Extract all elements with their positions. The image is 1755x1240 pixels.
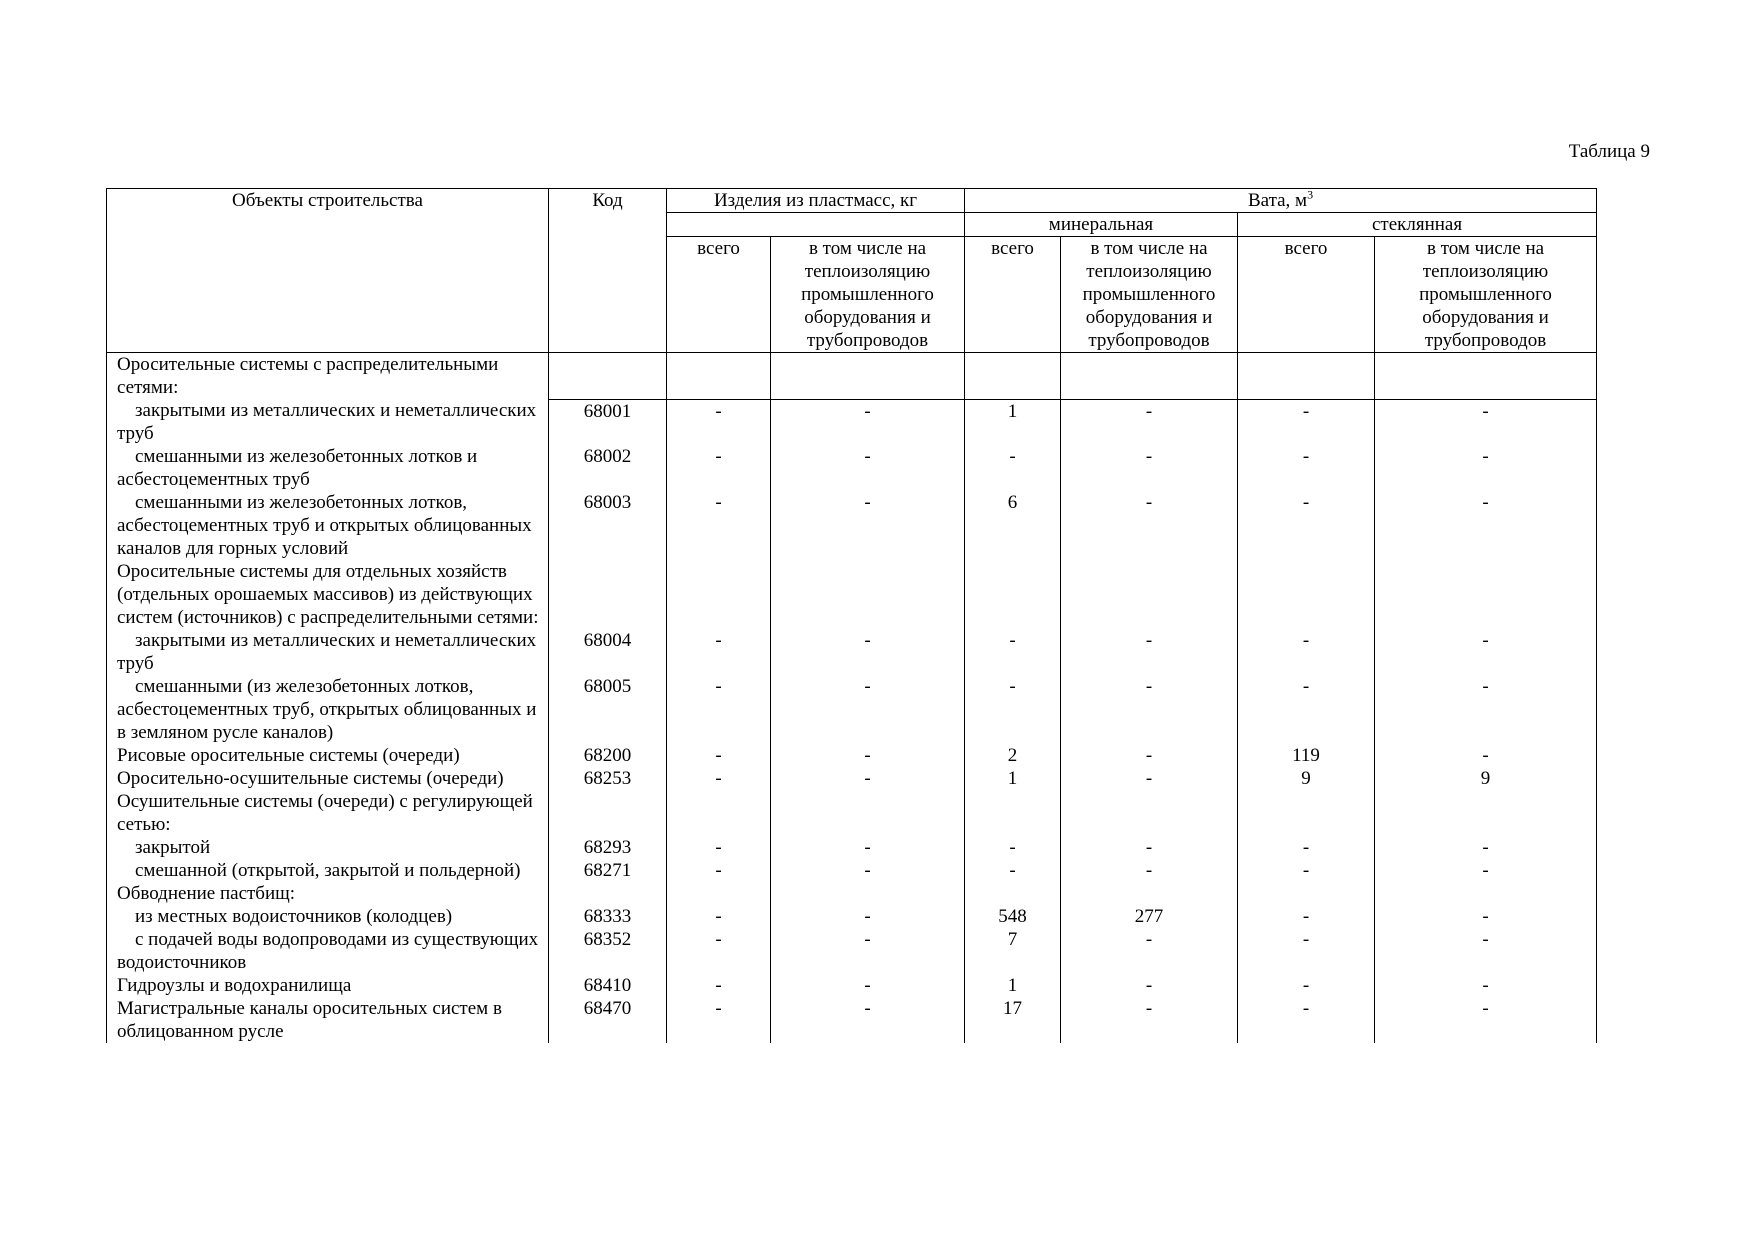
header-objects: Объекты строительства — [107, 189, 549, 213]
row-code: 68005 — [549, 675, 667, 744]
row-mineral-incl — [1061, 353, 1238, 400]
table-row — [107, 905, 1597, 928]
row-plastic-total: - — [667, 675, 771, 744]
row-object-name: с подачей воды водопроводами из существующих водоисточников — [107, 928, 549, 974]
row-glass-total: - — [1238, 859, 1375, 882]
row-mineral-incl: - — [1061, 767, 1238, 790]
header-plastic-blank — [667, 213, 965, 237]
row-mineral-total: - — [965, 836, 1061, 859]
row-mineral-incl — [1061, 560, 1238, 629]
row-object-name: смешанными (из железобетонных лотков, асбестоцементных труб, открытых облицованных и в земляном русле каналов) — [107, 675, 549, 744]
row-glass-total — [1238, 353, 1375, 400]
row-mineral-total — [965, 353, 1061, 400]
row-glass-total: - — [1238, 629, 1375, 675]
row-code — [549, 882, 667, 905]
table-row — [107, 399, 1597, 445]
row-plastic-total: - — [667, 445, 771, 491]
row-object-name: Осушительные системы (очереди) с регулирующей сетью: — [107, 790, 549, 836]
row-object-name: Оросительно-осушительные системы (очереди) — [107, 767, 549, 790]
row-object-name: смешанными из железобетонных лотков и асбестоцементных труб — [107, 445, 549, 491]
row-mineral-total: - — [965, 445, 1061, 491]
row-plastic-total: - — [667, 997, 771, 1043]
row-glass-total: - — [1238, 997, 1375, 1043]
row-plastic-total: - — [667, 629, 771, 675]
header-mineral-incl: в том числе на теплоизоляцию промышленного оборудования и трубопроводов — [1061, 237, 1238, 353]
row-plastic-total: - — [667, 399, 771, 445]
row-mineral-total — [965, 560, 1061, 629]
table-row — [107, 744, 1597, 767]
row-glass-incl: - — [1375, 974, 1597, 997]
row-glass-incl: - — [1375, 928, 1597, 974]
row-mineral-total: 6 — [965, 491, 1061, 560]
row-code: 68271 — [549, 859, 667, 882]
row-glass-total — [1238, 560, 1375, 629]
header-plastic-total: всего — [667, 237, 771, 353]
row-code: 68003 — [549, 491, 667, 560]
row-plastic-total — [667, 790, 771, 836]
row-glass-incl — [1375, 560, 1597, 629]
row-code: 68333 — [549, 905, 667, 928]
row-plastic-total: - — [667, 905, 771, 928]
row-plastic-incl — [771, 560, 965, 629]
row-plastic-total — [667, 353, 771, 400]
row-mineral-total: 1 — [965, 767, 1061, 790]
row-plastic-incl: - — [771, 905, 965, 928]
row-code — [549, 353, 667, 400]
row-object-name: Обводнение пастбищ: — [107, 882, 549, 905]
row-mineral-total: 1 — [965, 974, 1061, 997]
row-glass-incl: - — [1375, 675, 1597, 744]
row-mineral-total: - — [965, 675, 1061, 744]
row-mineral-incl: - — [1061, 859, 1238, 882]
row-mineral-incl: 277 — [1061, 905, 1238, 928]
row-plastic-total — [667, 882, 771, 905]
row-glass-incl: - — [1375, 491, 1597, 560]
row-plastic-incl: - — [771, 445, 965, 491]
header-glass: стеклянная — [1238, 213, 1597, 237]
row-plastic-incl — [771, 790, 965, 836]
row-glass-incl: - — [1375, 744, 1597, 767]
row-glass-incl: - — [1375, 997, 1597, 1043]
row-mineral-total — [965, 882, 1061, 905]
row-glass-total — [1238, 882, 1375, 905]
row-mineral-incl — [1061, 882, 1238, 905]
row-code: 68470 — [549, 997, 667, 1043]
table-row — [107, 997, 1597, 1043]
row-glass-incl: 9 — [1375, 767, 1597, 790]
row-mineral-total: 548 — [965, 905, 1061, 928]
row-mineral-total: 17 — [965, 997, 1061, 1043]
table-row — [107, 928, 1597, 974]
row-mineral-incl — [1061, 790, 1238, 836]
row-glass-total: - — [1238, 905, 1375, 928]
row-glass-total: - — [1238, 974, 1375, 997]
table-row — [107, 974, 1597, 997]
row-code — [549, 790, 667, 836]
row-plastic-incl — [771, 353, 965, 400]
table-row — [107, 859, 1597, 882]
row-object-name: смешанными из железобетонных лотков, асбестоцементных труб и открытых облицованных каналов для горных условий — [107, 491, 549, 560]
header-glass-total: всего — [1238, 237, 1375, 353]
row-glass-total: - — [1238, 445, 1375, 491]
row-plastic-total: - — [667, 974, 771, 997]
materials-table — [106, 188, 1597, 1043]
row-plastic-total: - — [667, 767, 771, 790]
table-row — [107, 767, 1597, 790]
row-mineral-incl: - — [1061, 629, 1238, 675]
row-plastic-incl: - — [771, 491, 965, 560]
row-mineral-incl: - — [1061, 491, 1238, 560]
row-mineral-incl: - — [1061, 928, 1238, 974]
row-plastic-incl: - — [771, 997, 965, 1043]
row-glass-total — [1238, 790, 1375, 836]
row-code: 68293 — [549, 836, 667, 859]
row-object-name: закрытыми из металлических и неметаллических труб — [107, 399, 549, 445]
header-glass-incl: в том числе на теплоизоляцию промышленного оборудования и трубопроводов — [1375, 237, 1597, 353]
row-glass-incl: - — [1375, 629, 1597, 675]
row-code: 68001 — [549, 399, 667, 445]
row-mineral-incl: - — [1061, 744, 1238, 767]
row-mineral-total: 7 — [965, 928, 1061, 974]
row-mineral-incl: - — [1061, 445, 1238, 491]
row-glass-incl: - — [1375, 445, 1597, 491]
row-glass-incl — [1375, 790, 1597, 836]
row-plastic-incl: - — [771, 629, 965, 675]
row-mineral-total: - — [965, 859, 1061, 882]
row-mineral-total: 2 — [965, 744, 1061, 767]
row-plastic-incl: - — [771, 974, 965, 997]
row-glass-incl — [1375, 353, 1597, 400]
row-code: 68253 — [549, 767, 667, 790]
row-mineral-total: 1 — [965, 399, 1061, 445]
row-object-name: смешанной (открытой, закрытой и польдерной) — [107, 859, 549, 882]
row-glass-total: 119 — [1238, 744, 1375, 767]
row-object-name: Оросительные системы с распределительными сетями: — [107, 353, 549, 400]
row-plastic-incl: - — [771, 928, 965, 974]
row-object-name: Рисовые оросительные системы (очереди) — [107, 744, 549, 767]
row-plastic-total: - — [667, 836, 771, 859]
row-plastic-total: - — [667, 928, 771, 974]
header-wool: Вата, $м^3$ — [965, 189, 1597, 213]
row-plastic-incl: - — [771, 836, 965, 859]
table-row — [107, 790, 1597, 836]
table-row — [107, 629, 1597, 675]
row-glass-total: - — [1238, 399, 1375, 445]
row-plastic-total — [667, 560, 771, 629]
row-glass-incl: - — [1375, 905, 1597, 928]
table-row — [107, 836, 1597, 859]
row-code: 68002 — [549, 445, 667, 491]
row-plastic-incl: - — [771, 859, 965, 882]
row-plastic-incl: - — [771, 675, 965, 744]
row-glass-total: - — [1238, 928, 1375, 974]
table-row — [107, 353, 1597, 400]
header-plastic-incl: в том числе на теплоизоляцию промышленного оборудования и трубопроводов — [771, 237, 965, 353]
row-code: 68352 — [549, 928, 667, 974]
row-glass-total: - — [1238, 836, 1375, 859]
table-caption: Таблица 9 — [1568, 141, 1650, 162]
row-mineral-total — [965, 790, 1061, 836]
row-mineral-incl: - — [1061, 974, 1238, 997]
row-code: 68200 — [549, 744, 667, 767]
header-mineral: минеральная — [965, 213, 1238, 237]
header-code-cont — [549, 213, 667, 237]
row-glass-total: - — [1238, 675, 1375, 744]
row-glass-incl: - — [1375, 399, 1597, 445]
row-glass-incl: - — [1375, 836, 1597, 859]
header-code: Код — [549, 189, 667, 213]
row-object-name: закрытой — [107, 836, 549, 859]
table-row — [107, 882, 1597, 905]
row-plastic-incl: - — [771, 399, 965, 445]
row-object-name: Гидроузлы и водохранилища — [107, 974, 549, 997]
row-code — [549, 560, 667, 629]
row-object-name: Магистральные каналы оросительных систем в облицованном русле — [107, 997, 549, 1043]
row-object-name: Оросительные системы для отдельных хозяйств (отдельных орошаемых массивов) из действующих систем (источников) с распределительными сетями: — [107, 560, 549, 629]
row-code: 68004 — [549, 629, 667, 675]
row-mineral-total: - — [965, 629, 1061, 675]
row-mineral-incl: - — [1061, 997, 1238, 1043]
row-plastic-total: - — [667, 859, 771, 882]
header-objects-cont — [107, 213, 549, 237]
row-mineral-incl: - — [1061, 399, 1238, 445]
row-plastic-total: - — [667, 744, 771, 767]
header-code-end — [549, 237, 667, 353]
row-glass-incl: - — [1375, 859, 1597, 882]
table-row — [107, 675, 1597, 744]
table-body — [107, 353, 1597, 1044]
row-glass-total: - — [1238, 491, 1375, 560]
table-row — [107, 491, 1597, 560]
row-object-name: из местных водоисточников (колодцев) — [107, 905, 549, 928]
row-plastic-incl: - — [771, 767, 965, 790]
row-plastic-incl: - — [771, 744, 965, 767]
row-glass-incl — [1375, 882, 1597, 905]
header-mineral-total: всего — [965, 237, 1061, 353]
row-mineral-incl: - — [1061, 836, 1238, 859]
row-mineral-incl: - — [1061, 675, 1238, 744]
header-plastic: Изделия из пластмасс, кг — [667, 189, 965, 213]
row-code: 68410 — [549, 974, 667, 997]
row-glass-total: 9 — [1238, 767, 1375, 790]
row-object-name: закрытыми из металлических и неметаллических труб — [107, 629, 549, 675]
table-row — [107, 560, 1597, 629]
table-row — [107, 445, 1597, 491]
row-plastic-incl — [771, 882, 965, 905]
header-objects-end — [107, 237, 549, 353]
row-plastic-total: - — [667, 491, 771, 560]
